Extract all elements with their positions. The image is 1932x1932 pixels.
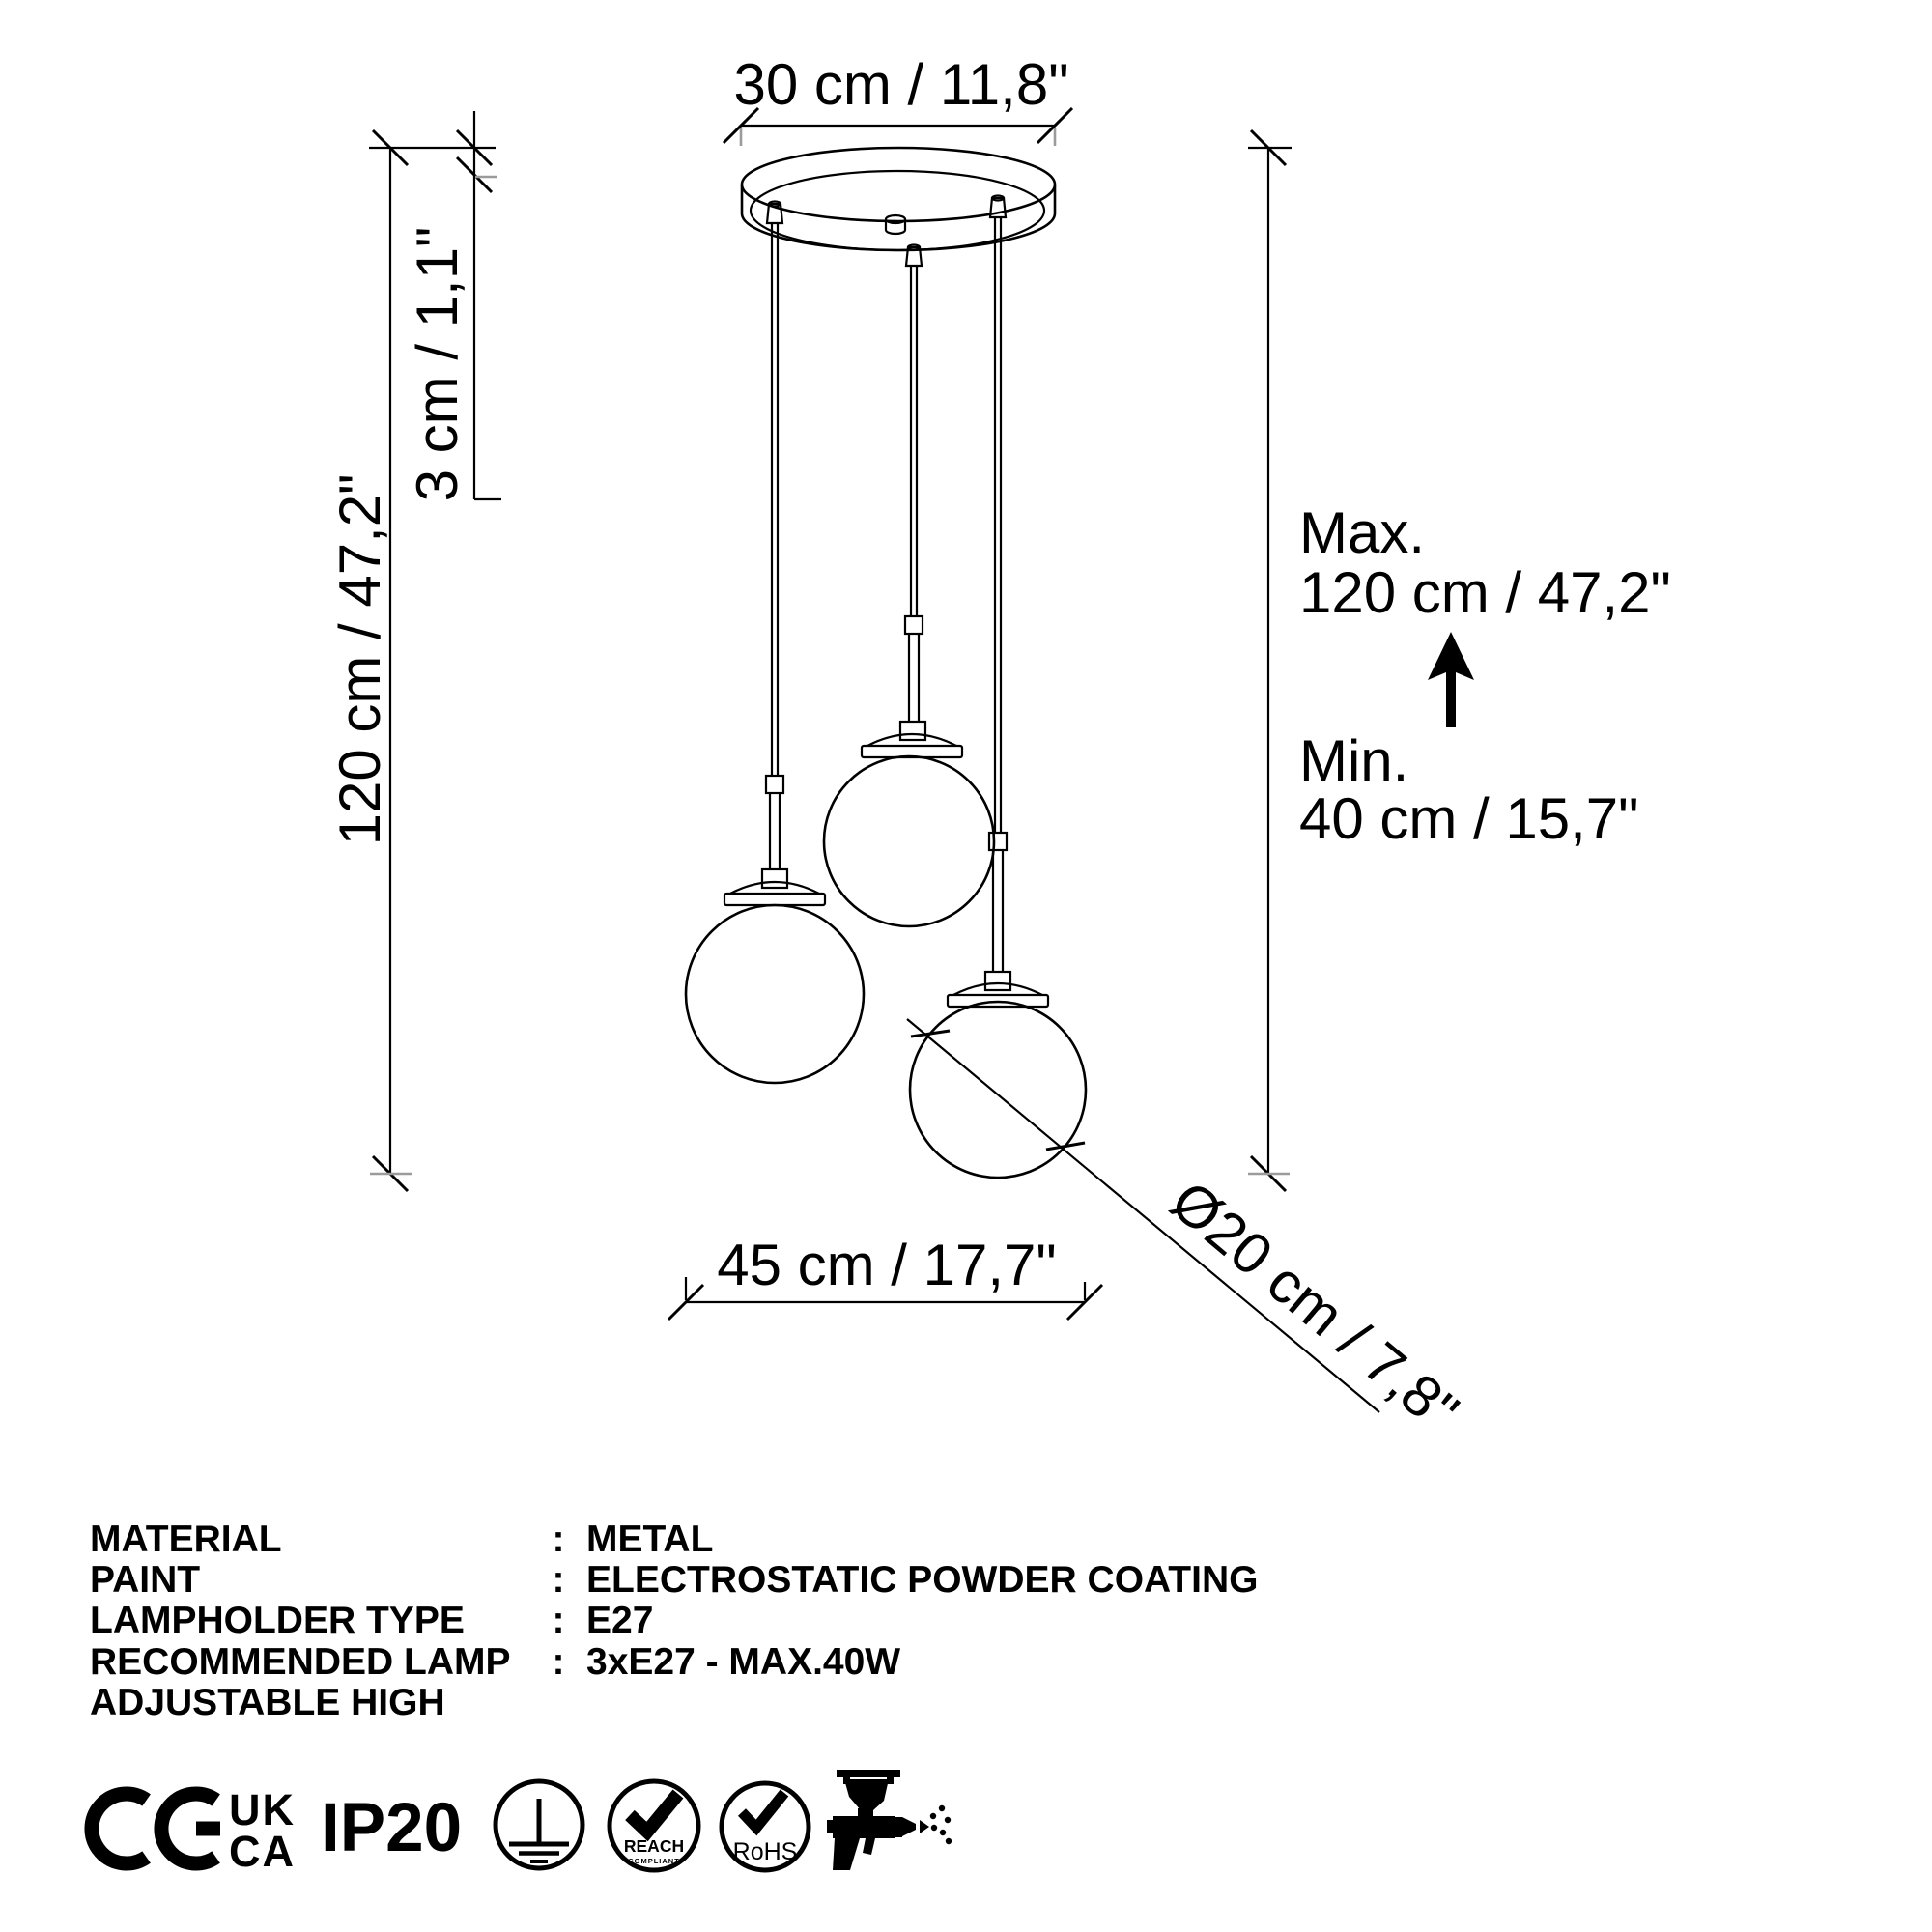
spec-label: LAMPHOLDER TYPE — [90, 1600, 465, 1641]
spec-separator: : — [552, 1519, 565, 1560]
dim-fixture-width — [668, 1233, 1102, 1320]
dim-fixture-width-label: 45 cm / 17,7" — [717, 1233, 1057, 1297]
spec-row-lampholder — [90, 1600, 653, 1641]
glass-globe-middle — [824, 756, 994, 926]
adjustable-height-arrow-icon — [1428, 632, 1474, 727]
glass-globe-right — [910, 1002, 1086, 1178]
cable-adjuster-left — [766, 776, 783, 793]
canopy-bottom-arc — [742, 213, 1055, 250]
dim-canopy-height — [405, 111, 501, 501]
socket-right — [985, 972, 1010, 990]
reach-checkmark-icon — [630, 1794, 678, 1832]
dim-max-value: 120 cm / 47,2" — [1299, 560, 1671, 625]
rohs-badge — [722, 1783, 809, 1870]
socket-left — [762, 869, 787, 888]
ce-mark-icon — [92, 1794, 220, 1863]
spec-separator: : — [552, 1600, 565, 1641]
cable-adjuster-middle — [905, 616, 923, 634]
dim-max-min — [1248, 130, 1671, 1191]
dim-canopy-width — [724, 52, 1072, 146]
reach-sublabel: COMPLIANT — [628, 1857, 680, 1865]
rohs-label: RoHS — [732, 1838, 798, 1865]
reach-badge — [610, 1781, 698, 1870]
spec-label: ADJUSTABLE HIGH — [90, 1682, 445, 1723]
dim-canopy-height-label: 3 cm / 1,1" — [405, 226, 469, 502]
spec-row-recommended-lamp — [90, 1641, 900, 1683]
spec-separator: : — [552, 1559, 565, 1601]
spec-table — [90, 1519, 1258, 1723]
canopy-center-knob — [886, 215, 905, 234]
socket-middle — [900, 722, 925, 740]
dim-tick — [1046, 1143, 1085, 1150]
spec-row-adjustable-high — [90, 1682, 445, 1723]
certification-row — [92, 1770, 952, 1876]
ukca-line1: UK — [229, 1785, 296, 1834]
dim-max-label: Max. — [1299, 500, 1426, 565]
pendant-right — [910, 196, 1086, 1179]
dim-globe-diameter-label: Ø20 cm / 7,8" — [1158, 1168, 1471, 1445]
dim-min-label: Min. — [1299, 728, 1409, 793]
ceiling-canopy — [742, 148, 1055, 250]
spec-value: 3xE27 - MAX.40W — [586, 1641, 901, 1683]
protective-earth-icon — [496, 1781, 582, 1868]
ip-rating-label: IP20 — [321, 1790, 463, 1866]
spec-label: MATERIAL — [90, 1519, 282, 1560]
spec-row-material — [90, 1519, 713, 1560]
lamp-drawing — [686, 148, 1086, 1178]
pendant-middle — [824, 245, 994, 927]
spec-value: ELECTROSTATIC POWDER COATING — [586, 1559, 1259, 1601]
spec-value: METAL — [586, 1519, 714, 1560]
dim-canopy-width-label: 30 cm / 11,8" — [733, 52, 1069, 117]
glass-globe-left — [686, 905, 864, 1083]
reach-label: REACH — [623, 1836, 685, 1856]
spec-value: E27 — [586, 1600, 654, 1641]
pendant-left — [686, 202, 864, 1084]
rohs-checkmark-icon — [742, 1793, 784, 1828]
spec-row-paint — [90, 1559, 1258, 1601]
powder-coating-spray-gun-icon — [827, 1770, 952, 1870]
spec-label: RECOMMENDED LAMP — [90, 1641, 511, 1683]
spray-dots — [930, 1805, 952, 1844]
dim-min-value: 40 cm / 15,7" — [1299, 786, 1639, 851]
ukca-mark — [229, 1785, 296, 1876]
ukca-line2: CA — [229, 1827, 296, 1876]
dim-cable-length-label: 120 cm / 47,2" — [327, 473, 392, 846]
globe-cap-band-left — [724, 894, 825, 905]
cable-adjuster-right — [989, 833, 1007, 850]
spec-separator: : — [552, 1641, 565, 1683]
spec-label: PAINT — [90, 1559, 201, 1601]
